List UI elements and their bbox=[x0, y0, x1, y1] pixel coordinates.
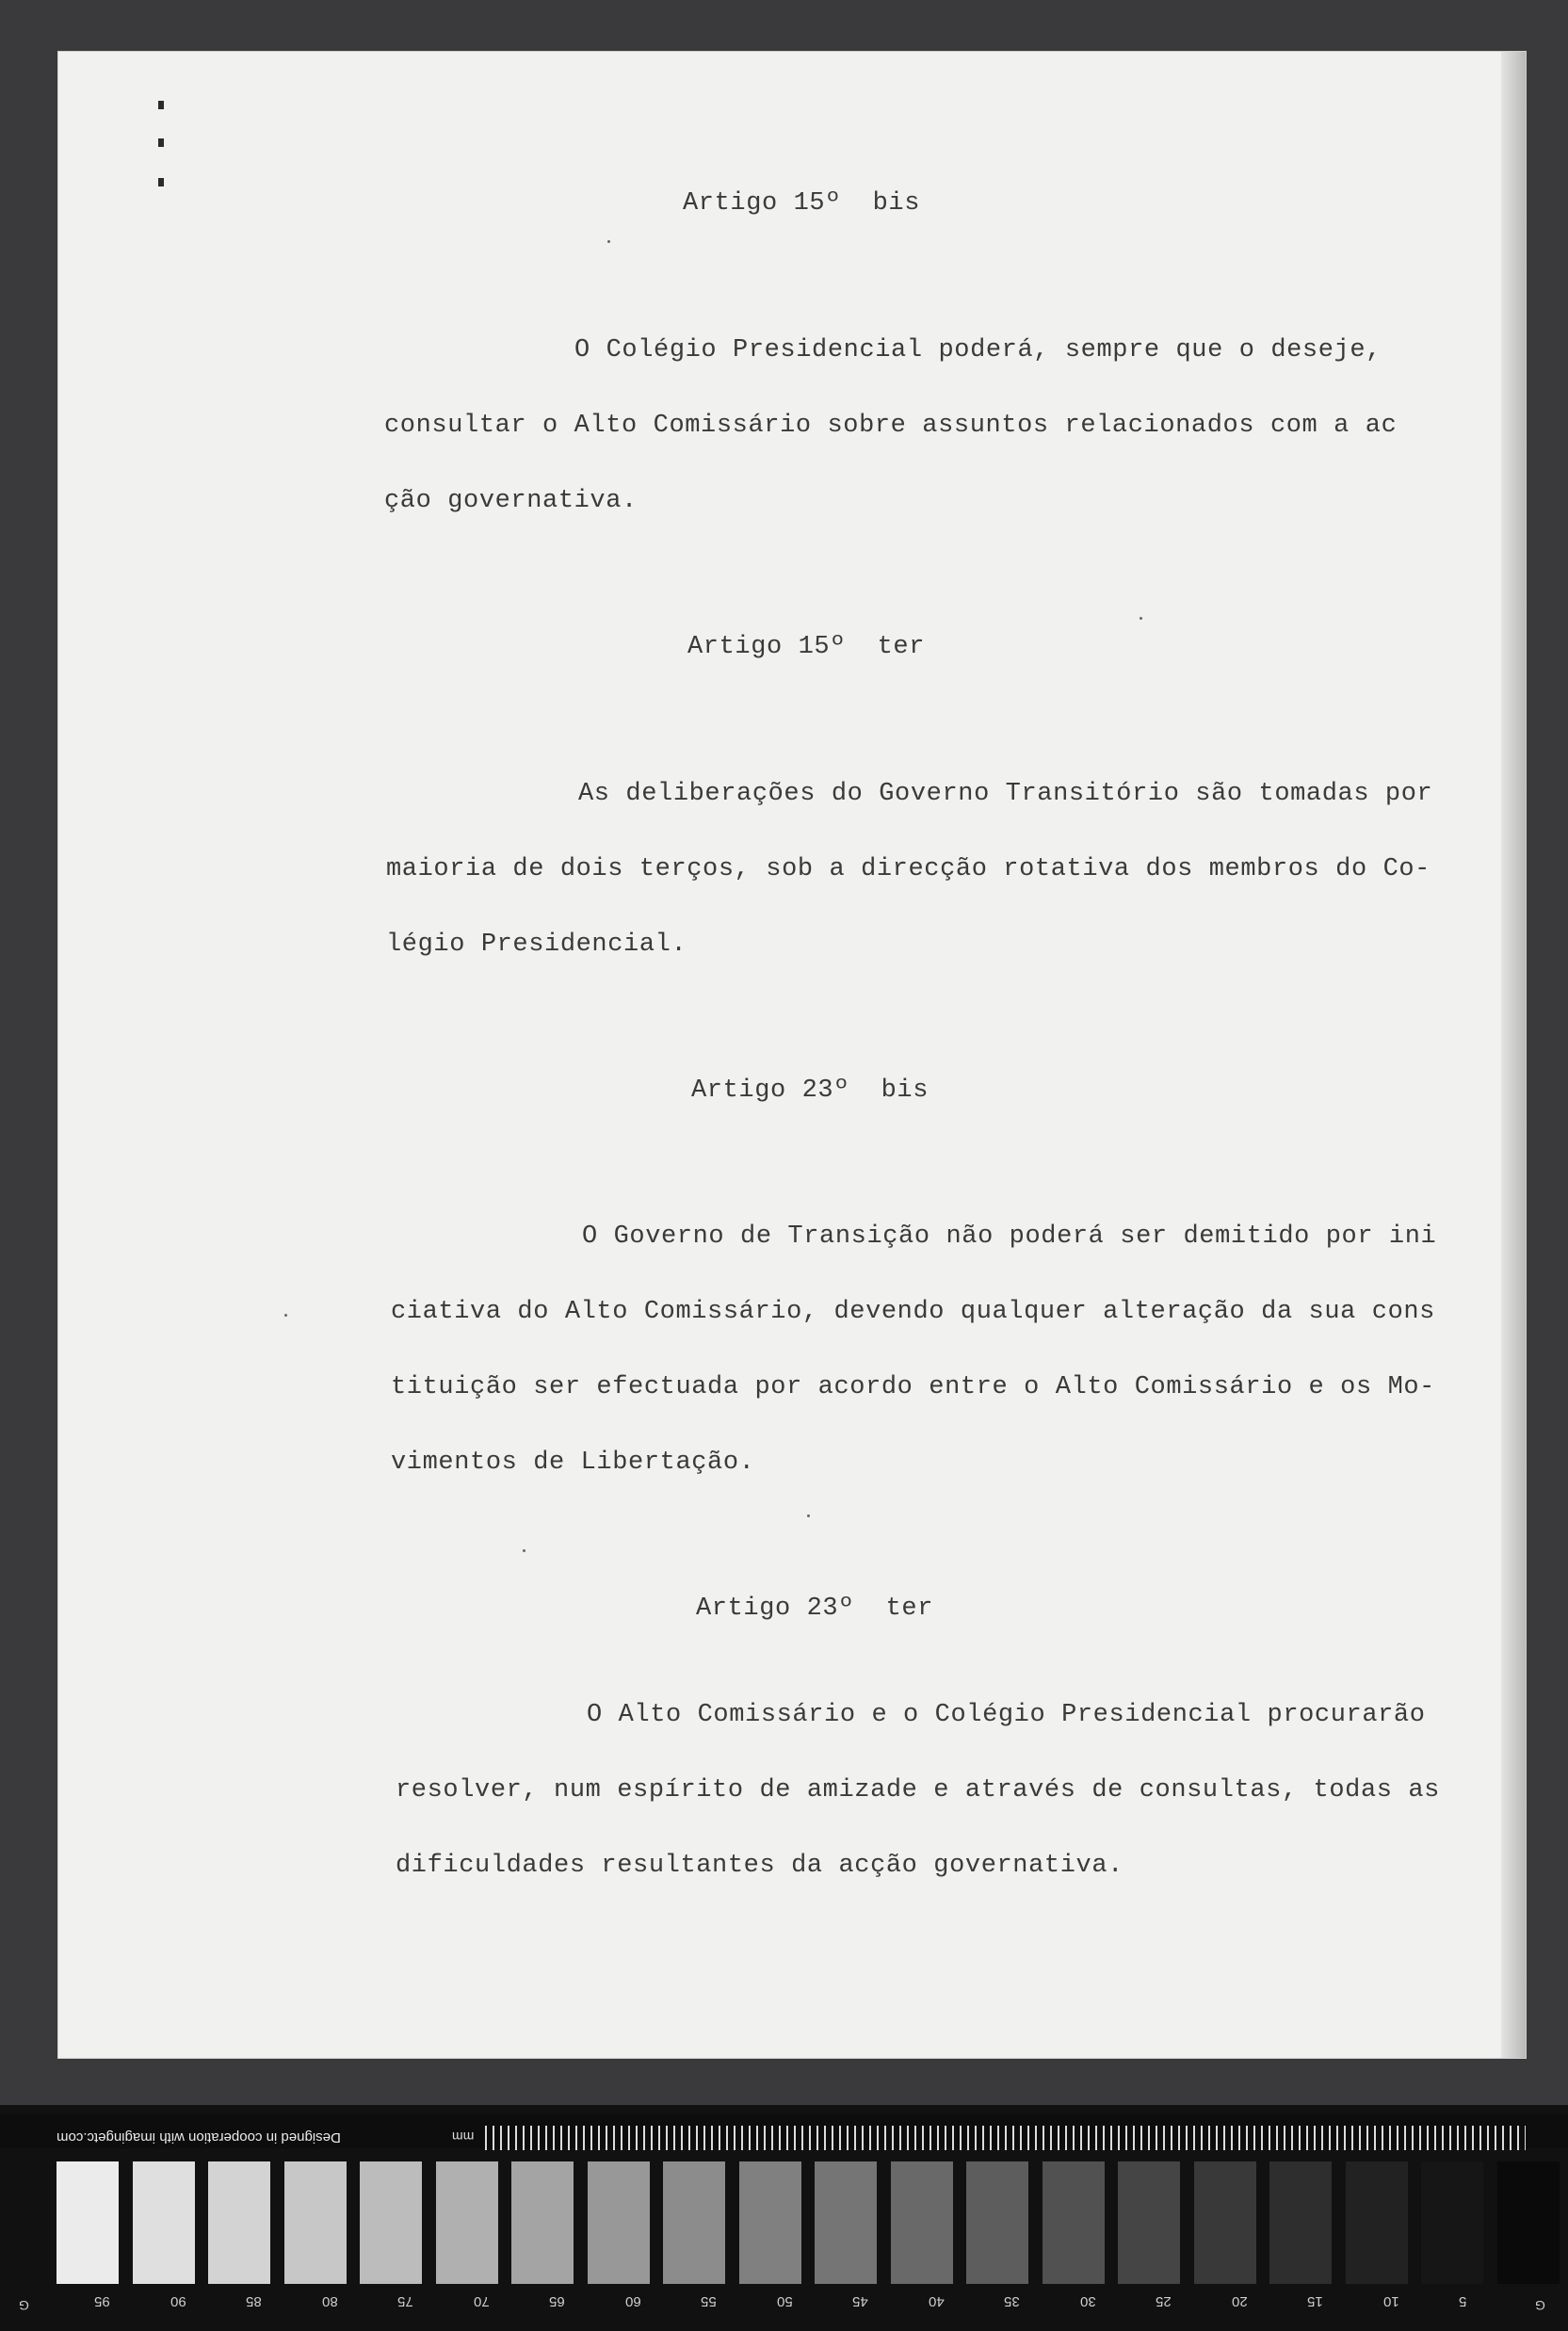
ruler-ticks bbox=[485, 2126, 1526, 2150]
gray-swatch bbox=[815, 2161, 877, 2284]
gray-swatch bbox=[1194, 2161, 1256, 2284]
gray-swatch bbox=[739, 2161, 801, 2284]
paragraph-line: vimentos de Libertação. bbox=[391, 1449, 755, 1477]
gray-swatch bbox=[1043, 2161, 1105, 2284]
scale-label: 30 bbox=[1079, 2293, 1096, 2309]
scale-label: 25 bbox=[1156, 2293, 1172, 2309]
scale-label: 65 bbox=[549, 2293, 565, 2309]
gray-swatch bbox=[588, 2161, 650, 2284]
paragraph-line: consultar o Alto Comissário sobre assuntos relacionados com a ac bbox=[384, 412, 1398, 440]
paragraph-line: légio Presidencial. bbox=[386, 931, 687, 959]
paragraph-line: O Governo de Transição não poderá ser demitido por ini bbox=[582, 1222, 1437, 1251]
scale-label: 85 bbox=[246, 2293, 262, 2309]
paragraph-line: ção governativa. bbox=[384, 487, 638, 515]
gray-swatch bbox=[436, 2161, 498, 2284]
scale-label: 70 bbox=[473, 2293, 490, 2309]
credit-text: Designed in cooperation with imagingetc.com bbox=[57, 2129, 341, 2145]
gray-swatch bbox=[208, 2161, 270, 2284]
gray-swatch bbox=[511, 2161, 574, 2284]
gray-swatch bbox=[284, 2161, 347, 2284]
scale-label: 75 bbox=[397, 2293, 413, 2309]
gray-swatch bbox=[133, 2161, 195, 2284]
g-label-right: G bbox=[1535, 2298, 1545, 2313]
gray-swatch bbox=[57, 2161, 119, 2284]
heading-artigo-23-bis: Artigo 23º bis bbox=[691, 1076, 929, 1105]
gray-swatch bbox=[1346, 2161, 1408, 2284]
gray-swatches bbox=[57, 2161, 1526, 2284]
paragraph-line: dificuldades resultantes da acção governativa. bbox=[396, 1852, 1123, 1880]
gray-swatch bbox=[1497, 2161, 1560, 2284]
gray-swatch bbox=[360, 2161, 422, 2284]
paragraph-line: maioria de dois terços, sob a direcção rotativa dos membros do Co- bbox=[386, 855, 1431, 883]
scale-label: 50 bbox=[776, 2293, 793, 2309]
unit-label: mm bbox=[452, 2129, 475, 2145]
scale-label: 10 bbox=[1382, 2293, 1399, 2309]
heading-artigo-15-ter: Artigo 15º ter bbox=[687, 633, 926, 661]
g-label-left: G bbox=[19, 2298, 29, 2313]
paragraph-line: ciativa do Alto Comissário, devendo qualquer alteração da sua cons bbox=[391, 1298, 1435, 1326]
paragraph-line: As deliberações do Governo Transitório são tomadas por bbox=[578, 780, 1433, 808]
gray-swatch bbox=[891, 2161, 953, 2284]
color-calibration-strip bbox=[0, 2105, 1568, 2331]
scale-label: 20 bbox=[1231, 2293, 1248, 2309]
scale-label: 60 bbox=[624, 2293, 641, 2309]
paper-speck bbox=[523, 1549, 525, 1552]
scale-label: 5 bbox=[1459, 2293, 1467, 2309]
heading-artigo-15-bis: Artigo 15º bis bbox=[683, 189, 921, 218]
scale-label: 80 bbox=[321, 2293, 338, 2309]
gray-swatch bbox=[1269, 2161, 1332, 2284]
gray-swatch bbox=[1118, 2161, 1180, 2284]
gray-swatch bbox=[966, 2161, 1028, 2284]
paragraph-line: O Alto Comissário e o Colégio Presidencial procurarão bbox=[587, 1701, 1426, 1729]
document-page bbox=[58, 52, 1526, 2058]
staple-holes bbox=[153, 101, 170, 195]
gray-swatch bbox=[663, 2161, 725, 2284]
heading-artigo-23-ter: Artigo 23º ter bbox=[696, 1594, 934, 1623]
paper-speck bbox=[1140, 617, 1142, 620]
paragraph-line: tituição ser efectuada por acordo entre o Alto Comissário e os Mo- bbox=[391, 1373, 1435, 1401]
paper-speck bbox=[284, 1314, 287, 1317]
ruler bbox=[0, 2114, 1568, 2148]
scale-label: 40 bbox=[928, 2293, 945, 2309]
gray-swatch bbox=[1421, 2161, 1483, 2284]
scale-label: 55 bbox=[701, 2293, 717, 2309]
scale-label: 95 bbox=[94, 2293, 110, 2309]
scale-label: 35 bbox=[1004, 2293, 1020, 2309]
paragraph-line: resolver, num espírito de amizade e através de consultas, todas as bbox=[396, 1776, 1440, 1805]
scale-label: 90 bbox=[170, 2293, 186, 2309]
paper-speck bbox=[807, 1514, 810, 1517]
scale-label: 45 bbox=[852, 2293, 868, 2309]
page-edge-shadow bbox=[1501, 52, 1526, 2058]
paragraph-line: O Colégio Presidencial poderá, sempre que o deseje, bbox=[574, 336, 1382, 364]
scale-label: 15 bbox=[1307, 2293, 1323, 2309]
paper-speck bbox=[607, 240, 610, 243]
